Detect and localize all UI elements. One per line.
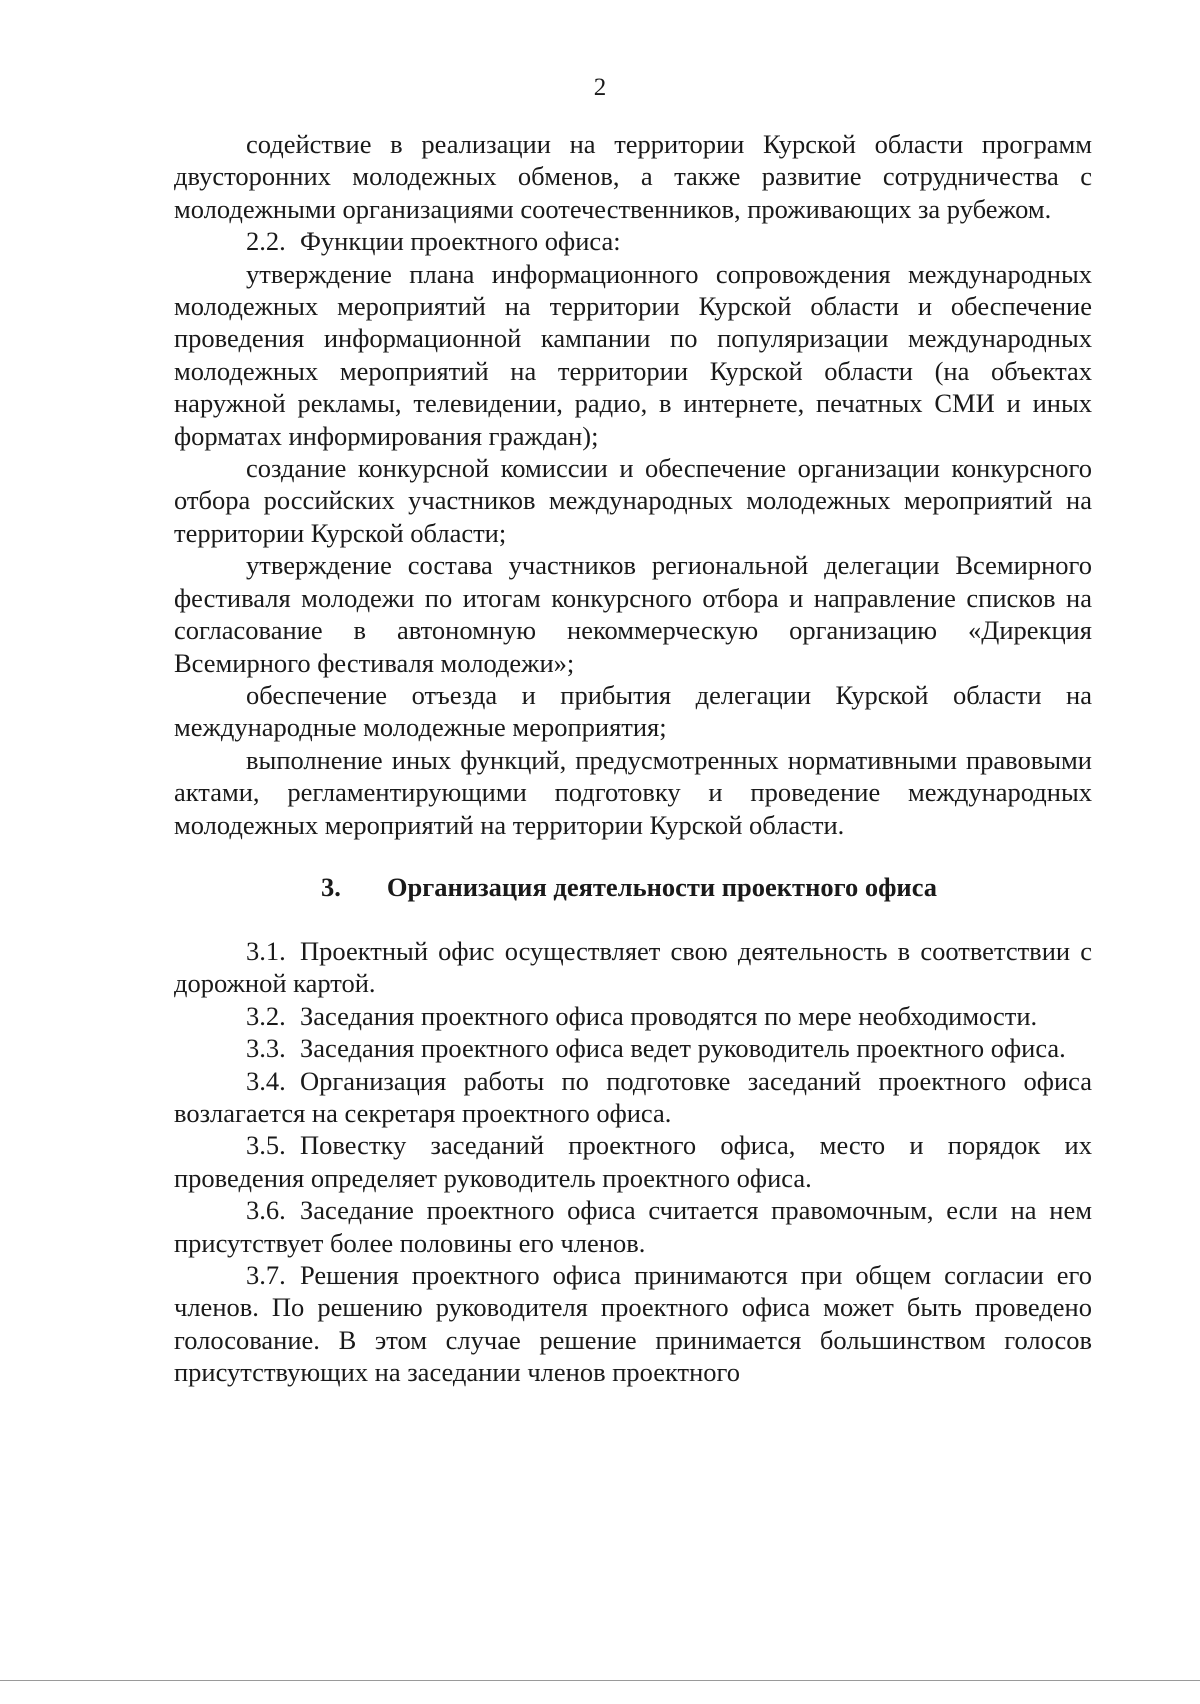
document-body xyxy=(174,128,1092,1389)
clause-text: Повестку заседаний проектного офиса, место и порядок их проведения определяет руководитель проектного офиса. xyxy=(174,1130,1092,1193)
function-item: обеспечение отъезда и прибытия делегации Курской области на международные молодежные мероприятия; xyxy=(174,679,1092,743)
clause-number: 2.2. xyxy=(246,226,286,257)
clause-number: 3.2. xyxy=(246,1000,286,1031)
clause-3-4 xyxy=(174,1065,1092,1130)
clause-2-2 xyxy=(174,225,1092,257)
clause-number: 3.4. xyxy=(246,1065,286,1096)
clause-number: 3.7. xyxy=(246,1260,286,1290)
clause-text: Заседание проектного офиса считается правомочным, если на нем присутствует более половины его членов. xyxy=(174,1195,1092,1258)
clause-number: 3.5. xyxy=(246,1130,286,1161)
clause-text: Проектный офис осуществляет свою деятельность в соответствии с дорожной картой. xyxy=(174,935,1092,999)
clause-number: 3.6. xyxy=(246,1195,286,1226)
clause-number: 3.1. xyxy=(246,935,286,966)
page-number: 2 xyxy=(593,74,607,101)
clause-text: Заседания проектного офиса проводятся по мере необходимости. xyxy=(300,1000,1038,1031)
clause-text: Функции проектного офиса: xyxy=(300,226,621,257)
clause-number: 3.3. xyxy=(246,1033,286,1064)
clause-3-6 xyxy=(174,1194,1092,1259)
clause-3-5 xyxy=(174,1129,1092,1194)
clause-3-1 xyxy=(174,935,1092,1000)
function-item: создание конкурсной комиссии и обеспечение организации конкурсного отбора российских участников международных молодежных мероприятий на территории Курской области; xyxy=(174,453,1092,548)
section-title: Организация деятельности проектного офиса xyxy=(386,871,938,902)
clause-text: Заседания проектного офиса ведет руководитель проектного офиса. xyxy=(300,1033,1066,1064)
clause-text: Организация работы по подготовке заседаний проектного офиса возлагается на секретаря проектного офиса. xyxy=(174,1065,1092,1128)
section-number: 3. xyxy=(320,871,341,902)
clause-text: Решения проектного офиса принимаются при общем согласии его членов. По решению руководителя проектного офиса может быть проведено голосование. В этом случае решение принимается большинством голосов присутствующих на заседании членов проектного xyxy=(174,1260,1092,1388)
clause-3-7 xyxy=(174,1259,1092,1389)
clause-3-2 xyxy=(174,1000,1092,1032)
intro-paragraph: содействие в реализации на территории Курской области программ двусторонних молодежных обменов, а также развитие сотрудничества с молодежными организациями соотечественников, проживающих за рубежом. xyxy=(174,129,1092,224)
function-item: утверждение состава участников региональной делегации Всемирного фестиваля молодежи по итогам конкурсного отбора и направление списков на согласование в автономную некоммерческую организацию «Дирекция Всемирного фестиваля молодежи»; xyxy=(174,550,1092,678)
function-item: утверждение плана информационного сопровождения международных молодежных мероприятий на территории Курской области и обеспечение проведения информационной кампании по популяризации международных молодежных мероприятий на территории Курской области (на объектах наружной рекламы, телевидении, радио, в интернете, печатных СМИ и иных форматах информирования граждан); xyxy=(174,258,1092,451)
section-heading xyxy=(174,871,1092,903)
function-item: выполнение иных функций, предусмотренных нормативными правовыми актами, регламентирующими подготовку и проведение международных молодежных мероприятий на территории Курской области. xyxy=(174,744,1092,840)
clause-3-3 xyxy=(174,1032,1092,1064)
scan-edge-line xyxy=(0,1680,1200,1681)
